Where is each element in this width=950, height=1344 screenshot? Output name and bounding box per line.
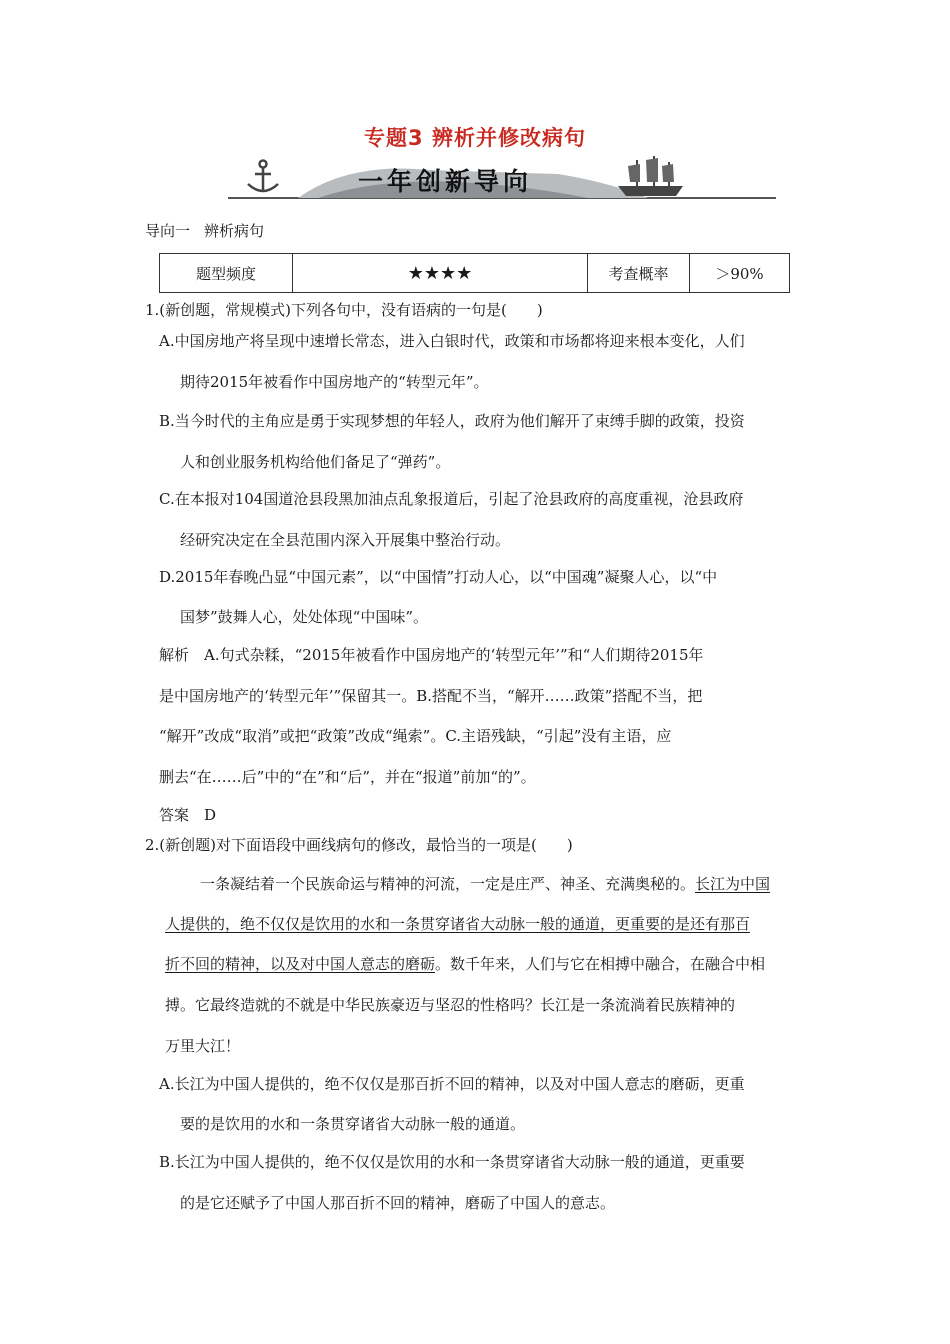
passage-line5: 万里大江！ bbox=[165, 1037, 241, 1055]
passage-line3: 折不回的精神，以及对中国人意志的磨砺。数千年来，人们与它在相搏中融合，在融合中相 bbox=[165, 955, 766, 973]
q2-stem: 2.(新创题)对下面语段中画线病句的修改，最恰当的一项是( ) bbox=[145, 836, 573, 854]
q2-option-a-line1: A.长江为中国人提供的，绝不仅仅是那百折不回的精神，以及对中国人意志的磨砺，更重 bbox=[159, 1075, 745, 1093]
q1-option-c-line2: 经研究决定在全县范围内深入开展集中整治行动。 bbox=[180, 531, 511, 549]
q2-option-b-line2: 的是它还赋予了中国人那百折不回的精神，磨砺了中国人的意志。 bbox=[180, 1194, 616, 1212]
prob-label-cell: 考查概率 bbox=[588, 254, 690, 293]
q1-analysis-line1: 解析 A.句式杂糅，“2015年被看作中国房地产的‘转型元年’”和“人们期待2015年 bbox=[159, 646, 704, 664]
q1-analysis-line3: “解开”改成“取消”或把“政策”改成“绳索”。C.主语残缺，“引起”没有主语，应 bbox=[159, 727, 672, 745]
sailing-ship-icon bbox=[618, 156, 683, 196]
q1-stem: 1.(新创题，常规模式)下列各句中，没有语病的一句是( ) bbox=[145, 301, 543, 319]
table-row bbox=[160, 254, 790, 293]
section-number: 导向一 bbox=[145, 222, 191, 240]
banner-text: 一年创新导向 bbox=[358, 167, 533, 196]
freq-stars-cell: ★★★★ bbox=[293, 254, 588, 293]
anchor-icon bbox=[248, 161, 278, 193]
page-title: 专题3 辨析并修改病句 bbox=[364, 126, 586, 150]
passage-line2-underlined: 人提供的，绝不仅仅是饮用的水和一条贯穿诸省大动脉一般的通道，更重要的是还有那百 bbox=[165, 915, 751, 933]
q1-option-b-line2: 人和创业服务机构给他们备足了“弹药”。 bbox=[180, 453, 451, 471]
q1-option-a-line1: A.中国房地产将呈现中速增长常态，进入白银时代，政策和市场都将迎来根本变化，人们 bbox=[159, 332, 745, 350]
q1-option-a-line2: 期待2015年被看作中国房地产的“转型元年”。 bbox=[180, 373, 489, 391]
q2-option-b-line1: B.长江为中国人提供的，绝不仅仅是饮用的水和一条贯穿诸省大动脉一般的通道，更重要 bbox=[159, 1153, 745, 1171]
passage-line4: 搏。它最终造就的不就是中华民族豪迈与坚忍的性格吗？长江是一条流淌着民族精神的 bbox=[165, 996, 736, 1014]
q1-option-d-line2: 国梦”鼓舞人心，处处体现“中国味”。 bbox=[180, 608, 429, 626]
freq-label-cell: 题型频度 bbox=[160, 254, 293, 293]
prob-value-cell: ＞90% bbox=[690, 254, 790, 293]
underlined-sentence-end: 折不回的精神，以及对中国人意志的磨砺 bbox=[165, 955, 436, 973]
q1-option-b-line1: B.当今时代的主角应是勇于实现梦想的年轻人，政府为他们解开了束缚手脚的政策，投资 bbox=[159, 412, 745, 430]
frequency-table bbox=[159, 253, 790, 293]
section-label bbox=[145, 220, 264, 241]
passage-line1: 一条凝结着一个民族命运与精神的河流，一定是庄严、神圣、充满奥秘的。长江为中国 bbox=[200, 875, 771, 893]
q1-analysis-line2: 是中国房地产的‘转型元年’”保留其一。B.搭配不当，“解开……政策”搭配不当，把 bbox=[159, 687, 703, 705]
q1-answer: 答案 D bbox=[159, 806, 217, 824]
q2-option-a-line2: 要的是饮用的水和一条贯穿诸省大动脉一般的通道。 bbox=[180, 1115, 526, 1133]
q1-option-d-line1: D.2015年春晚凸显“中国元素”，以“中国情”打动人心，以“中国魂”凝聚人心，以“中 bbox=[159, 568, 718, 586]
section-name: 辨析病句 bbox=[204, 222, 265, 240]
underlined-sentence: 长江为中国 bbox=[695, 875, 771, 893]
q1-option-c-line1: C.在本报对104国道沧县段黑加油点乱象报道后，引起了沧县政府的高度重视，沧县政府 bbox=[159, 490, 744, 508]
q1-analysis-line4: 删去“在……后”中的“在”和“后”，并在“报道”前加“的”。 bbox=[159, 768, 536, 786]
